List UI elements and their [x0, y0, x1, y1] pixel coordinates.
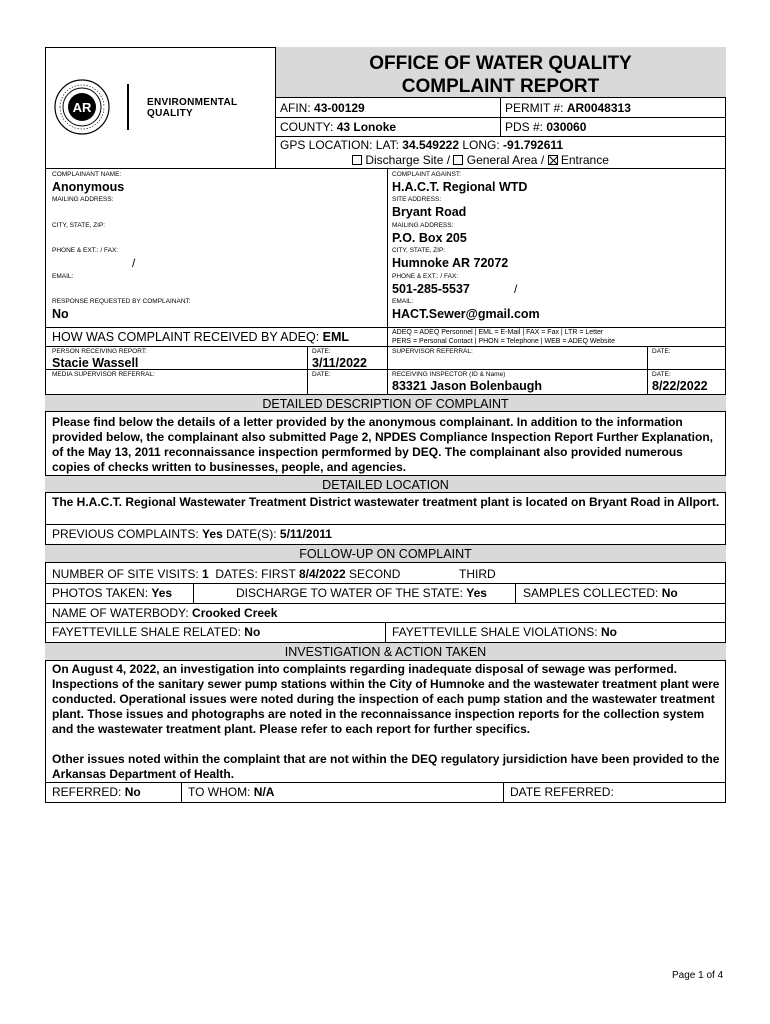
against-mailing: P.O. Box 205 — [392, 231, 467, 245]
inspector-date-label: DATE: — [652, 371, 671, 378]
photos-taken: PHOTOS TAKEN: Yes — [52, 586, 173, 600]
discharge-to-water: DISCHARGE TO WATER OF THE STATE: Yes — [236, 586, 487, 600]
against-label: COMPLAINT AGAINST: — [392, 171, 461, 178]
title-line1: OFFICE OF WATER QUALITY — [369, 53, 632, 74]
page-number: Page 1 of 4 — [672, 970, 724, 981]
logo-text: AR — [72, 100, 92, 115]
description-text: Please find below the details of a letter provided by the anonymous complainant. In addition to the information provided below, the complainant also submitted Page 2, NPDES Compliance Inspection Report Further Explanation, of the May 13, 2011 reconnaissance inspection permformed by DEQ. The complainant also provided numerous copies of checks written to businesses, people, and agencies. — [52, 415, 713, 474]
location-text: The H.A.C.T. Regional Wastewater Treatment District wastewater treatment plant is located on Bryant Road in Allport. — [52, 495, 720, 509]
against-name: H.A.C.T. Regional WTD — [392, 180, 528, 194]
site-address-label: SITE ADDRESS: — [392, 196, 442, 203]
against-mailing-label: MAILING ADDRESS: — [392, 222, 454, 229]
complainant-mailing-label: MAILING ADDRESS: — [52, 196, 114, 203]
media-supervisor-label: MEDIA SUPERVISOR REFERRAL: — [52, 371, 155, 378]
against-email-label: EMAIL: — [392, 298, 414, 305]
permit-field: PERMIT #: AR0048313 — [505, 101, 631, 115]
logo-divider — [127, 84, 129, 130]
supervisor-referral-label: SUPERVISOR REFERRAL: — [392, 348, 473, 355]
location-header: DETAILED LOCATION — [45, 475, 726, 493]
date-referred-label: DATE REFERRED: — [510, 785, 614, 799]
agency-logo — [52, 77, 112, 137]
waterbody-name: NAME OF WATERBODY: Crooked Creek — [52, 606, 278, 620]
pds-field: PDS #: 030060 — [505, 120, 587, 134]
inspector-date: 8/22/2022 — [652, 379, 708, 393]
shale-violations: FAYETTEVILLE SHALE VIOLATIONS: No — [392, 625, 617, 639]
complainant-email-label: EMAIL: — [52, 273, 74, 280]
complainant-city-label: CITY, STATE, ZIP: — [52, 222, 106, 229]
against-email: HACT.Sewer@gmail.com — [392, 307, 540, 321]
site-address: Bryant Road — [392, 205, 467, 219]
afin-field: AFIN: 43-00129 — [280, 101, 365, 115]
county-value: 43 Lonoke — [336, 120, 397, 134]
third-visit-label: THIRD — [459, 567, 496, 581]
supervisor-date-label: DATE: — [652, 348, 671, 355]
against-phone: 501-285-5537 — [392, 282, 470, 296]
site-visits: NUMBER OF SITE VISITS: 1 DATES: FIRST 8/4/2022 SECOND — [52, 567, 401, 581]
seal-icon — [52, 77, 112, 137]
general-area-checkbox[interactable] — [453, 155, 463, 165]
afin-value: 43-00129 — [314, 101, 365, 115]
against-city: Humnoke AR 72072 — [392, 256, 509, 270]
media-date-label: DATE: — [312, 371, 331, 378]
entrance-checkbox-checked[interactable] — [548, 155, 558, 165]
referred: REFERRED: No — [52, 785, 141, 799]
discharge-site-checkbox[interactable] — [352, 155, 362, 165]
received-date-label: DATE: — [312, 348, 331, 355]
investigation-para2: Other issues noted within the complaint that are not within the DEQ regulatory jursidiction have been provided to the Arkansas Department of Health. — [52, 752, 720, 781]
description-header: DETAILED DESCRIPTION OF COMPLAINT — [45, 394, 726, 412]
investigation-para1: On August 4, 2022, an investigation into complaints regarding inadequate disposal of sewage was performed. Inspections of the sanitary sewer pump stations within the City of Humnoke and the wastewater treatment plant were conducted. Operational issues were noted during the inspection of each pump station and the wastewater treatment plant. Those issues and photographs are noted in the reconnaissance inspection reports for the collection system and the wastewater treatment plant. Please refer to each report for further specifics. — [52, 662, 720, 736]
shale-related: FAYETTEVILLE SHALE RELATED: No — [52, 625, 261, 639]
person-receiving-label: PERSON RECEIVING REPORT: — [52, 348, 147, 355]
agency-name — [147, 97, 237, 119]
response-requested: No — [52, 307, 69, 321]
page-title — [275, 52, 726, 98]
complainant-phone-label: PHONE & EXT.: / FAX: — [52, 247, 119, 254]
long-value: -91.792611 — [503, 138, 564, 152]
inspector-label: RECEIVING INSPECTOR (ID & Name) — [392, 371, 506, 378]
investigation-header: INVESTIGATION & ACTION TAKEN — [45, 642, 726, 661]
title-line2: COMPLAINT REPORT — [401, 76, 600, 97]
agency-line2: QUALITY — [147, 108, 193, 119]
pds-value: 030060 — [546, 120, 587, 134]
received-method-value: EML — [322, 330, 350, 344]
referred-to-whom: TO WHOM: N/A — [188, 785, 275, 799]
location-type-options: Discharge Site / General Area / Entrance — [352, 153, 609, 167]
received-date: 3/11/2022 — [312, 356, 367, 370]
received-method: HOW WAS COMPLAINT RECEIVED BY ADEQ: EML — [52, 330, 350, 344]
received-legend: ADEQ = ADEQ Personnel | EML = E-Mail | FAX = Fax | LTR = Letter PERS = Personal Contact | PHON = Telephone | WEB = ADEQ Website — [392, 329, 616, 345]
lat-value: 34.549222 — [402, 138, 459, 152]
against-phone-label: PHONE & EXT.: / FAX: — [392, 273, 459, 280]
response-requested-label: RESPONSE REQUESTED BY COMPLAINANT: — [52, 298, 191, 305]
against-city-label: CITY, STATE, ZIP: — [392, 247, 446, 254]
county-field: COUNTY: 43 Lonoke — [280, 120, 397, 134]
gps-field: GPS LOCATION: LAT: 34.549222 LONG: -91.792611 — [280, 138, 564, 152]
complainant-name-label: COMPLAINANT NAME: — [52, 171, 122, 178]
samples-collected: SAMPLES COLLECTED: No — [523, 586, 678, 600]
agency-line1: ENVIRONMENTAL — [147, 97, 238, 108]
inspector: 83321 Jason Bolenbaugh — [392, 379, 543, 393]
against-phone-sep: / — [514, 282, 518, 296]
person-receiving: Stacie Wassell — [52, 356, 139, 370]
followup-header: FOLLOW-UP ON COMPLAINT — [45, 544, 726, 563]
complainant-name: Anonymous — [52, 180, 125, 194]
permit-value: AR0048313 — [566, 101, 631, 115]
complainant-phone: / — [132, 256, 136, 270]
previous-complaints: PREVIOUS COMPLAINTS: Yes DATE(S): 5/11/2011 — [52, 527, 332, 541]
